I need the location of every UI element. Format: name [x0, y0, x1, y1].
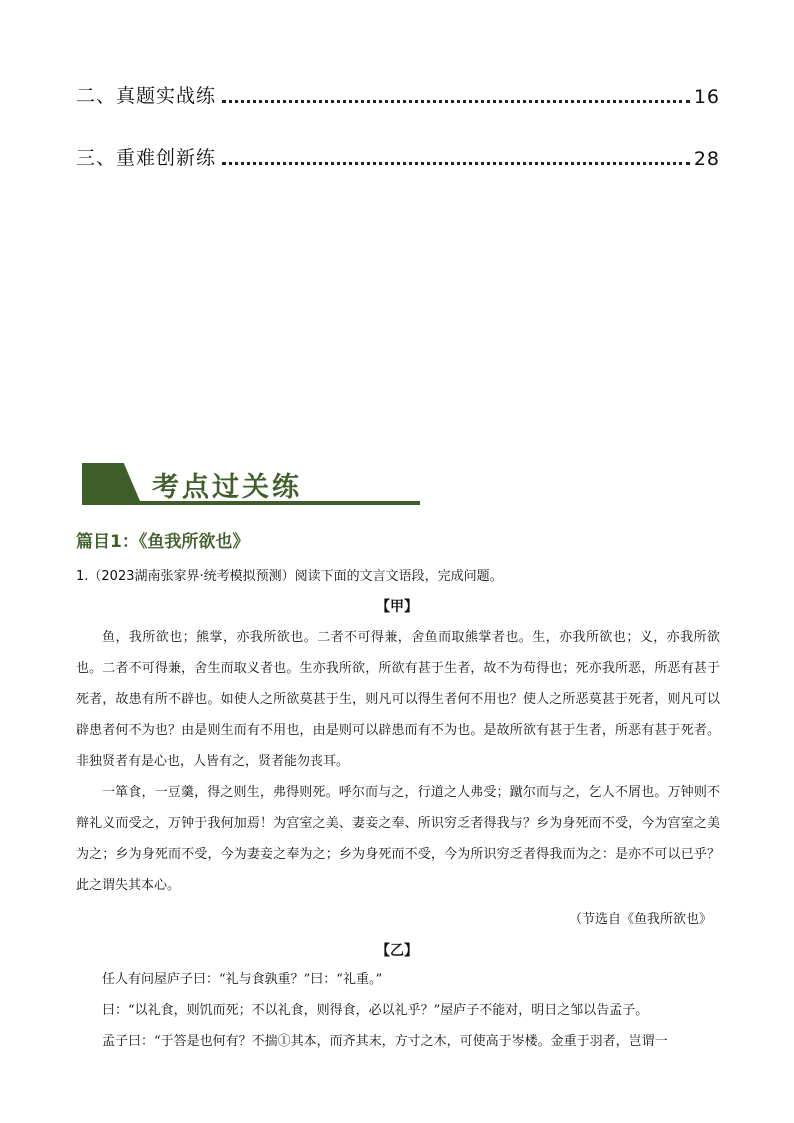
toc-page-number: 16	[693, 86, 720, 108]
passage-yi	[76, 964, 720, 1057]
toc-page-number: 28	[693, 148, 720, 170]
passage-paragraph: 孟子曰：“于答是也何有？不揣①其本，而齐其末，方寸之木，可使高于岑楼。金重于羽者，岂谓一	[102, 1034, 668, 1049]
toc-leader-dots	[222, 100, 690, 103]
article-title: 篇目1：《鱼我所欲也》	[76, 532, 250, 552]
passage-paragraph: 曰：“以礼食，则饥而死；不以礼食，则得食，必以礼乎？”屋庐子不能对，明日之邹以告孟子。	[102, 1003, 649, 1018]
passage-paragraph: 任人有问屋庐子曰：“礼与食孰重？”曰：“礼重。”	[102, 972, 383, 987]
toc-entry-label: 三、重难创新练	[76, 147, 217, 169]
passage-paragraph: 鱼，我所欲也；熊掌，亦我所欲也。二者不可得兼，舍鱼而取熊掌者也。生，亦我所欲也；义，亦我所欲也。二者不可得兼，舍生而取义者也。生亦我所欲，所欲有甚于生者，故不为苟得也；死亦我所恶，所恶有甚于死者，故患有所不辟也。如使人之所欲莫甚于生，则凡可以得生者何不用也？使人之所恶莫甚于死者，则凡可以辟患者何不为也？由是则生而有不用也，由是则可以辟患而有不为也。是故所欲有甚于生者，所恶有甚于死者。非独贤者有是心也，人皆有之，贤者能勿丧耳。	[76, 630, 720, 769]
passage-paragraph: 一箪食，一豆羹，得之则生，弗得则死。呼尔而与之，行道之人弗受；蹴尔而与之，乞人不屑也。万钟则不辩礼义而受之，万钟于我何加焉！为宫室之美、妻妾之奉、所识穷乏者得我与？乡为身死而不受，今为宫室之美为之；乡为身死而不受，今为妻妾之奉为之；乡为身死而不受，今为所识穷乏者得我而为之：是亦不可以已乎？此之谓失其本心。	[76, 785, 720, 893]
toc-leader-dots	[222, 162, 690, 165]
toc-entry-label: 二、真题实战练	[76, 85, 217, 107]
section-title: 考点过关练	[152, 472, 302, 503]
passage-source: （节选自《鱼我所欲也》	[568, 912, 712, 927]
toc-entry-zhongnan[interactable]	[76, 140, 720, 170]
banner-decoration	[82, 463, 140, 501]
toc-entry-zhenti[interactable]	[76, 78, 720, 108]
passage-jia	[76, 622, 720, 901]
passage-yi-label: 【乙】	[376, 943, 418, 959]
question-prompt: 1.（2023湖南张家界·统考模拟预测）阅读下面的文言文语段，完成问题。	[76, 569, 503, 584]
passage-jia-label: 【甲】	[376, 599, 418, 615]
section-banner	[82, 463, 420, 507]
